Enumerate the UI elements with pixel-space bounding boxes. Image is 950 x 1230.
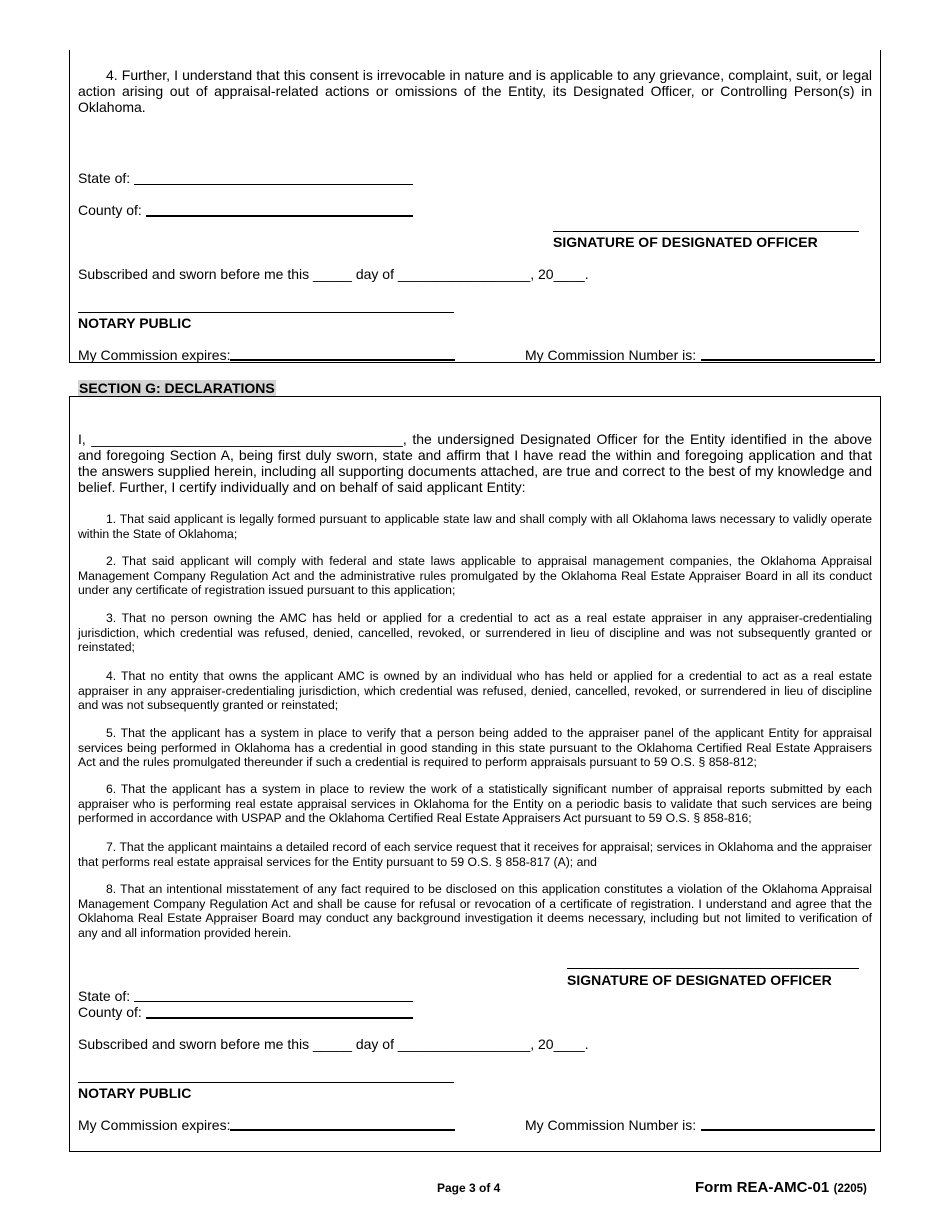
commission-number-field[interactable] (701, 359, 875, 361)
g-commission-number-label: My Commission Number is: (525, 1117, 697, 1133)
state-label: State of: (78, 170, 131, 186)
county-field[interactable] (146, 215, 413, 217)
g-notary-signature-line[interactable] (78, 1082, 454, 1083)
declaration-item-4: 4. That no entity that owns the applicant AMC is owned by an individual who has held or applied for a credential to act as a real estate appraiser in any appraiser-credentialing jurisdiction, which credential was refused, denied, cancelled, revoked, or surrendered in lieu of discipline and was not subsequently granted or reinstated; (78, 669, 872, 712)
g-county-label: County of: (78, 1004, 142, 1020)
g-state-field[interactable] (134, 1001, 413, 1002)
commission-expires-label: My Commission expires: (78, 347, 231, 363)
signature-line[interactable] (553, 231, 859, 232)
g-signature-label: SIGNATURE OF DESIGNATED OFFICER (567, 972, 832, 988)
g-state-label: State of: (78, 988, 131, 1004)
g-sworn-text: Subscribed and sworn before me this _____ day of _________________, 20____. (78, 1036, 589, 1052)
page-number: Page 3 of 4 (437, 1181, 501, 1195)
section-g-heading: SECTION G: DECLARATIONS (79, 380, 275, 396)
declaration-item-5: 5. That the applicant has a system in place to verify that a person being added to the appraiser panel of the applicant Entity for appraisal services being performed in Oklahoma has a credential in good standing in this state pursuant to the Oklahoma Certified Real Estate Appraisers Act and the rules promulgated thereunder if such a credential is required to perform appraisals pursuant to 59 O.S. § 858-812; (78, 726, 872, 769)
state-field[interactable] (134, 184, 413, 185)
form-id (695, 1179, 867, 1197)
notary-signature-line[interactable] (78, 312, 454, 313)
signature-label: SIGNATURE OF DESIGNATED OFFICER (553, 234, 818, 250)
consent-paragraph-4: 4. Further, I understand that this consent is irrevocable in nature and is applicable to any grievance, complaint, suit, or legal action arising out of appraisal-related actions or omissions of the Entity, its Designated Officer, or Controlling Person(s) in Oklahoma. (78, 67, 872, 115)
declaration-item-2: 2. That said applicant will comply with federal and state laws applicable to appraisal management companies, the Oklahoma Appraisal Management Company Regulation Act and the administrative rules promulgated by the Oklahoma Real Estate Appraiser Board in all its conduct under any certificate of registration issued pursuant to this application; (78, 554, 872, 597)
declaration-intro: I, ________________________________________, the undersigned Designated Officer for the Entity identified in the above and foregoing Section A, being first duly sworn, state and affirm that I have read the within and foregoing application and that the answers supplied herein, including all supporting documents attached, are true and correct to the best of my knowledge and belief. Further, I certify individually and on behalf of said applicant Entity: (78, 431, 872, 495)
notary-label: NOTARY PUBLIC (78, 315, 192, 331)
declaration-item-7: 7. That the applicant maintains a detailed record of each service request that it receives for appraisal; services in Oklahoma and the appraiser that performs real estate appraisal services for the Entity pursuant to 59 O.S. § 858-817 (A); and (78, 840, 872, 869)
g-notary-label: NOTARY PUBLIC (78, 1085, 192, 1101)
g-county-field[interactable] (146, 1017, 413, 1019)
g-signature-line[interactable] (567, 968, 859, 969)
declaration-item-6: 6. That the applicant has a system in place to review the work of a statistically significant number of appraisal reports submitted by each appraiser who is performing real estate appraisal services in Oklahoma for the Entity on a periodic basis to validate that such services are being performed in accordance with USPAP and the Oklahoma Certified Real Estate Appraisers Act pursuant to 59 O.S. § 858-816; (78, 782, 872, 825)
declaration-item-1: 1. That said applicant is legally formed pursuant to applicable state law and shall comply with all Oklahoma laws necessary to validly operate within the State of Oklahoma; (78, 512, 872, 541)
g-commission-number-field[interactable] (701, 1129, 875, 1131)
g-commission-expires-label: My Commission expires: (78, 1117, 231, 1133)
sworn-text: Subscribed and sworn before me this _____ day of _________________, 20____. (78, 266, 589, 282)
form-number: Form REA-AMC-01 (695, 1179, 830, 1196)
form-code: (2205) (833, 1183, 867, 1195)
commission-expires-field[interactable] (230, 359, 455, 361)
county-label: County of: (78, 202, 142, 218)
g-commission-expires-field[interactable] (230, 1129, 455, 1131)
declaration-item-8: 8. That an intentional misstatement of any fact required to be disclosed on this application constitutes a violation of the Oklahoma Appraisal Management Company Regulation Act and shall be cause for refusal or revocation of a certificate of registration. I understand and agree that the Oklahoma Real Estate Appraiser Board may conduct any background investigation it deems necessary, including but not limited to verification of any and all information provided herein. (78, 882, 872, 940)
declaration-item-3: 3. That no person owning the AMC has held or applied for a credential to act as a real estate appraiser in any appraiser-credentialing jurisdiction, which credential was refused, denied, cancelled, revoked, or surrendered in lieu of discipline and was not subsequently granted or reinstated; (78, 611, 872, 654)
commission-number-label: My Commission Number is: (525, 347, 697, 363)
